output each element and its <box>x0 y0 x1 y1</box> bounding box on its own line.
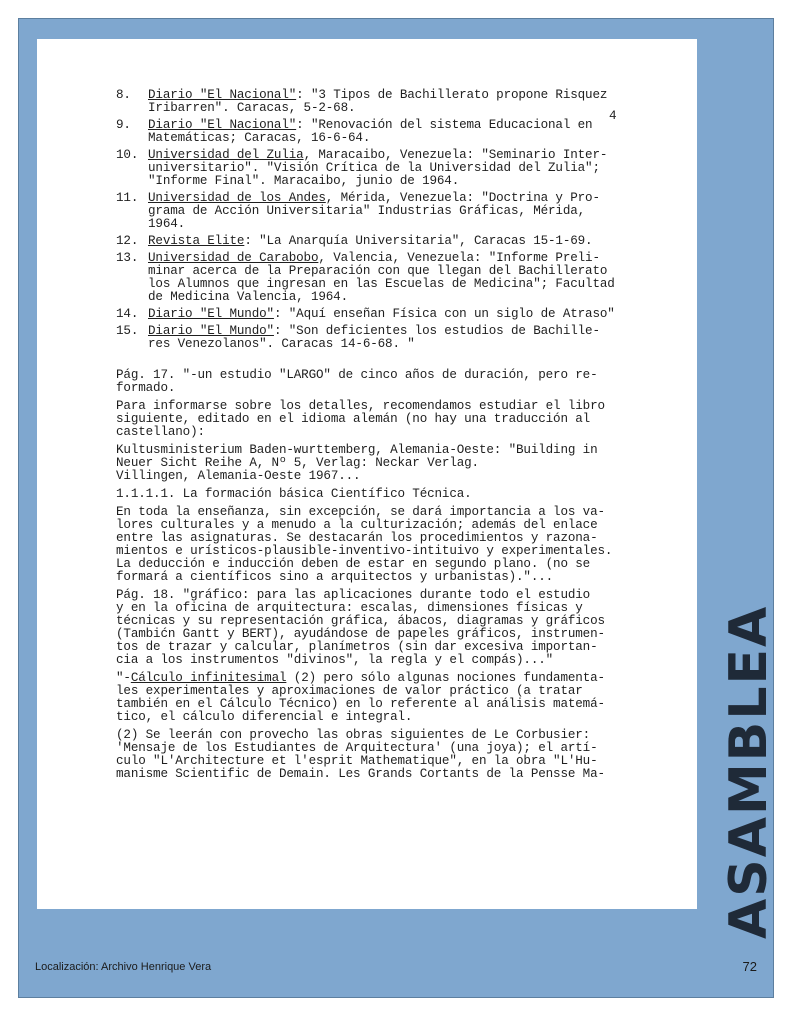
reference-entry <box>116 325 676 351</box>
entry-number: 12. <box>116 234 139 248</box>
scanned-document <box>37 39 697 909</box>
entry-source: Diario "El Mundo" <box>148 324 274 338</box>
footer-page-number: 72 <box>742 959 757 974</box>
entry-number: 15. <box>116 324 139 338</box>
footnote-2: (2) Se leerán con provecho las obras siguientes de Le Corbusier: 'Mensaje de los Estudiantes de Arquitectura' (una joya); el artí- culo "L'Architecture et l'esprit Mathematique", en la obra "L'Hu- manisme Scientific de Demain. Les Grands Cortants de la Pensse Ma- <box>116 728 605 781</box>
entry-number: 13. <box>116 251 139 265</box>
entry-text: : "Renovación del sistema Educacional en Matemáticas; Caracas, 16-6-64. <box>148 118 593 145</box>
entry-text: : "3 Tipos de Bachillerato propone Risquez Iribarren". Caracas, 5-2-68. <box>148 88 608 115</box>
reference-entry <box>116 252 676 304</box>
entry-text: : "Aquí enseñan Física con un siglo de Atraso" <box>273 307 615 321</box>
entry-text: , Valencia, Venezuela: "Informe Preli- minar acerca de la Preparación con que llegan del Bachillerato los Alumnos que ingresan en las Escuelas de Medicina"; Facultad de Medicina Valencia, 1964. <box>148 251 615 304</box>
calculo-heading: Cálculo infinitesimal <box>130 671 287 685</box>
reference-entry <box>116 308 676 321</box>
entry-number: 9. <box>116 118 131 132</box>
paragraph-recommendation: Para informarse sobre los detalles, recomendamos estudiar el libro siguiente, editado en el idioma alemán (no hay una traducción al castellano): <box>116 399 605 439</box>
entry-source: Universidad del Zulia <box>148 148 304 162</box>
entry-number: 10. <box>116 148 139 162</box>
footer-location: Localización: Archivo Henrique Vera <box>35 961 212 973</box>
entry-number: 14. <box>116 307 139 321</box>
document-page-number: 4 <box>609 109 617 123</box>
entry-number: 8. <box>116 88 131 102</box>
paragraph-pag18: Pág. 18. "gráfico: para las aplicaciones durante todo el estudio y en la oficina de arquitectura: escalas, dimensiones físicas y técnicas y su representación gráfica, ábacos, diagramas y gráficos (Tambićn Gantt y BERT), ayudándose de papeles gráficos, instrumen- tos de trazar y calcular, planímetros (sin dar excesiva importan- cia a los instrumentos "divinos", la regla y el compás)..." <box>116 588 605 667</box>
reference-entry <box>116 149 676 188</box>
paragraph-citation: Kultusministerium Baden-wurttemberg, Alemania-Oeste: "Building in Neuer Sicht Reihe A, Nº 5, Verlag: Neckar Verlag. Villingen, Alemania-Oeste 1967... <box>116 443 598 483</box>
entry-source: Revista Elite <box>148 234 245 248</box>
reference-entry <box>116 235 676 248</box>
entry-text: : "Son deficientes los estudios de Bachille- res Venezolanos". Caracas 14-6-68. " <box>148 324 600 351</box>
reference-entry <box>116 119 676 145</box>
side-title: ASAMBLEA <box>719 604 779 939</box>
entry-text: , Maracaibo, Venezuela: "Seminario Inter- universitario". "Visión Crítica de la Universidad del Zulia"; "Informe Final". Maracaibo, junio de 1964. <box>148 148 608 188</box>
spacer <box>116 355 676 369</box>
entry-source: Diario "El Nacional" <box>148 88 297 102</box>
paragraph-calculo: "-Cálculo infinitesimal (2) pero sólo algunas nociones fundamenta- les experimentales y aproximaciones de valor práctico (a tratar también en el Cálculo Técnico) en lo referente al análisis matemá- tico, el cálculo diferencial e integral. <box>116 671 605 724</box>
section-heading: 1.1.1.1. La formación básica Científico Técnica. <box>116 487 472 501</box>
entry-source: Universidad de Carabobo <box>148 251 319 265</box>
entry-source: Diario "El Nacional" <box>148 118 297 132</box>
entry-text: : "La Anarquía Universitaria", Caracas 15-1-69. <box>244 234 593 248</box>
page-frame <box>18 18 779 998</box>
typed-text-body <box>116 89 676 786</box>
entry-source: Diario "El Mundo" <box>148 307 274 321</box>
entry-number: 11. <box>116 191 139 205</box>
entry-source: Universidad de los Andes <box>148 191 326 205</box>
reference-entry <box>116 89 676 115</box>
entry-text: , Mérida, Venezuela: "Doctrina y Pro- grama de Acción Universitaria" Industrias Gráficas, Mérida, 1964. <box>148 191 600 231</box>
paragraph-pag17: Pág. 17. "-un estudio "LARGO" de cinco años de duración, pero re- formado. <box>116 368 598 395</box>
paragraph-teaching: En toda la enseñanza, sin excepción, se dará importancia a los va- lores culturales y a menudo a la culturización; además del enlace entre las asignaturas. Se destacarán los procedimientos y razona- mientos e urísticos-plausible-inventivo-intituivo y experimentales. La deducción e inducción deben de estar en segundo plano. (no se formará a científicos sino a arquitectos y urbanistas)."... <box>116 505 613 584</box>
reference-entry <box>116 192 676 231</box>
